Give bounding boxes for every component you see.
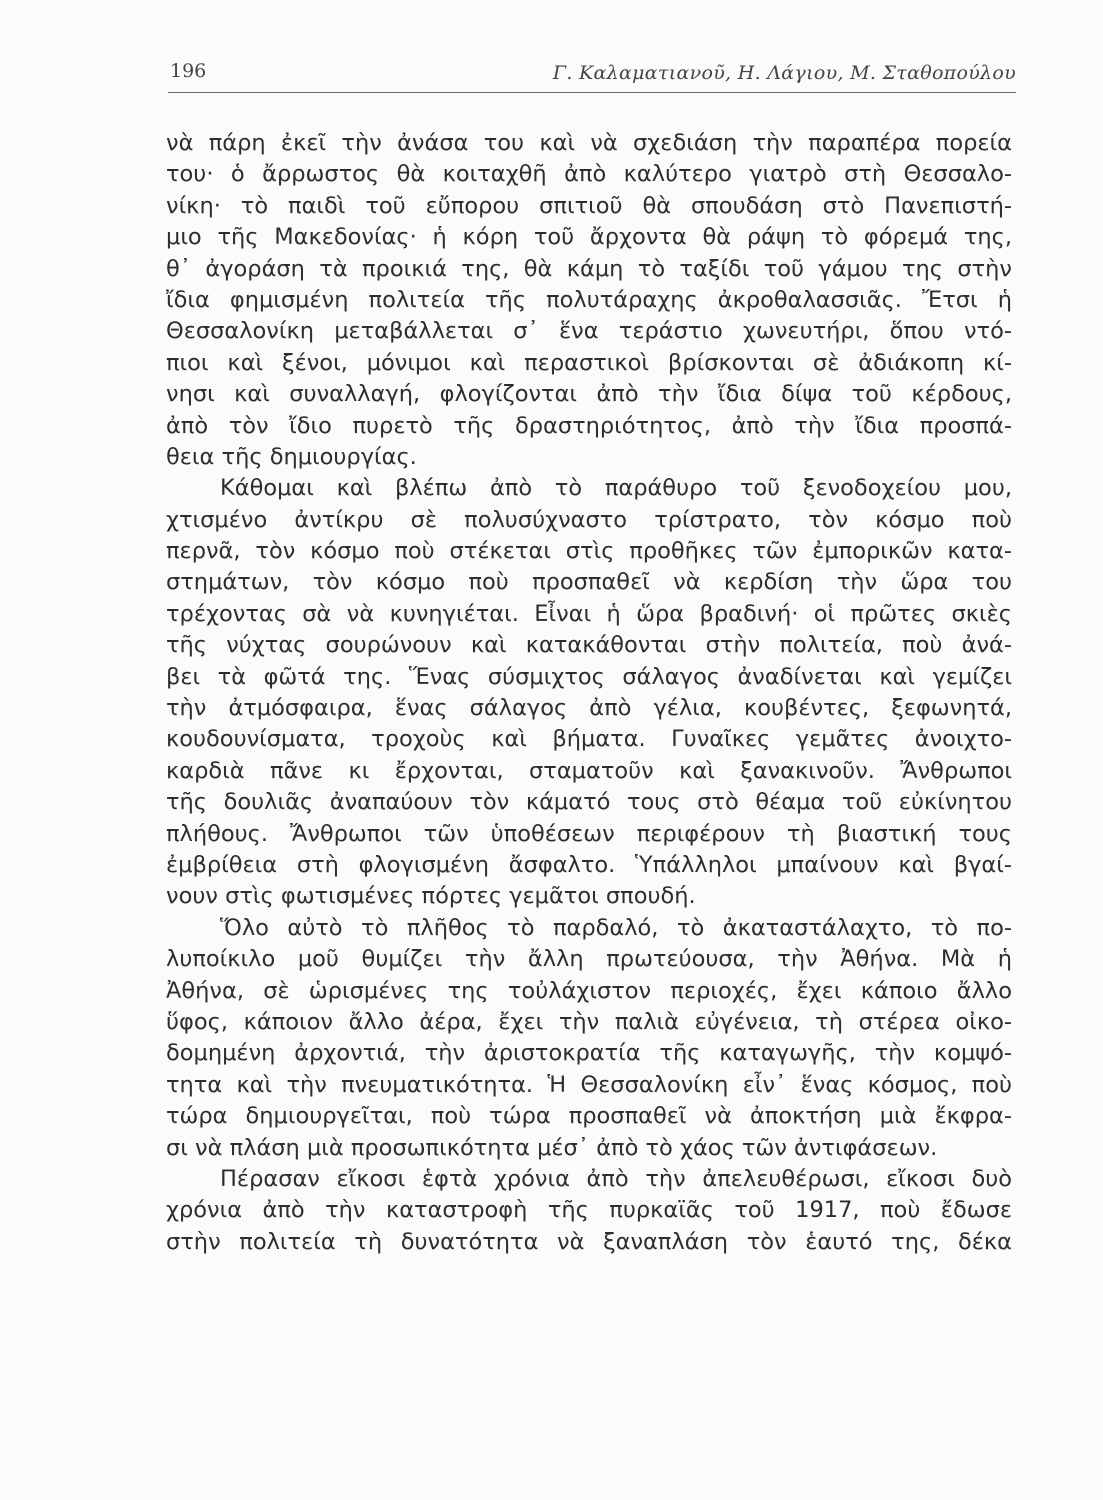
text-line: Ὅλο αὐτὸ τὸ πλῆθος τὸ παρδαλό, τὸ ἀκαταστάλαχτο, τὸ πο- — [220, 914, 1012, 941]
text-line: θεια τῆς δημιουργίας. — [166, 443, 417, 470]
text-line: Ἀθήνα, σὲ ὡρισμένες της τοὐλάχιστον περιοχές, ἔχει κάποιο ἄλλο — [166, 977, 1012, 1004]
text-line: μιο τῆς Μακεδονίας· ἡ κόρη τοῦ ἄρχοντα θὰ ράψη τὸ φόρεμά της, — [166, 224, 1012, 251]
text-line: νίκη· τὸ παιδὶ τοῦ εὔπορου σπιτιοῦ θὰ σπουδάση στὸ Πανεπιστή- — [166, 192, 1012, 219]
text-line: πιοι καὶ ξένοι, μόνιμοι καὶ περαστικοὶ βρίσκονται σὲ ἀδιάκοπη κί- — [166, 349, 1012, 376]
text-line: τῆς δουλιᾶς ἀναπαύουν τὸν κάματό τους στὸ θέαμα τοῦ εὐκίνητου — [166, 789, 1012, 816]
text-line: Κάθομαι καὶ βλέπω ἀπὸ τὸ παράθυρο τοῦ ξενοδοχείου μου, — [220, 475, 1012, 502]
page-number: 196 — [170, 60, 207, 82]
text-line: τῆς νύχτας σουρώνουν καὶ κατακάθονται στὴν πολιτεία, ποὺ ἀνά- — [166, 632, 1012, 659]
text-line: ἴδια φημισμένη πολιτεία τῆς πολυτάραχης ἀκροθαλασσιᾶς. Ἔτσι ἡ — [166, 286, 1012, 313]
text-line: νὰ πάρη ἐκεῖ τὴν ἀνάσα του καὶ νὰ σχεδιάση τὴν παραπέρα πορεία — [166, 130, 1012, 156]
body-text — [166, 128, 1012, 1258]
text-line: πλήθους. Ἄνθρωποι τῶν ὑποθέσεων περιφέρουν τὴ βιαστική τους — [166, 820, 1012, 847]
running-head-authors: Γ. Καλαματιανοῦ, Η. Λάγιου, Μ. Σταθοπούλου — [552, 62, 1016, 84]
text-line: Πέρασαν εἴκοσι ἑφτὰ χρόνια ἀπὸ τὴν ἀπελευθέρωσι, εἴκοσι δυὸ — [220, 1165, 1012, 1192]
text-line: Θεσσαλονίκη μεταβάλλεται σ᾽ ἕνα τεράστιο χωνευτήρι, ὅπου ντό- — [166, 318, 1012, 345]
running-head — [168, 58, 1016, 93]
text-line: θ᾽ ἀγοράση τὰ προικιά της, θὰ κάμη τὸ ταξίδι τοῦ γάμου της στὴν — [166, 255, 1012, 282]
text-line: κουδουνίσματα, τροχοὺς καὶ βήματα. Γυναῖκες γεμᾶτες ἀνοιχτο- — [166, 726, 1012, 753]
text-line: περνᾶ, τὸν κόσμο ποὺ στέκεται στὶς προθῆκες τῶν ἐμπορικῶν κατα- — [166, 538, 1012, 565]
text-line: στὴν πολιτεία τὴ δυνατότητα νὰ ξαναπλάση τὸν ἑαυτό της, δέκα — [166, 1228, 1012, 1255]
text-line: δομημένη ἀρχοντιά, τὴν ἀριστοκρατία τῆς καταγωγῆς, τὴν κομψό- — [166, 1040, 1012, 1067]
paragraph-3 — [166, 913, 1012, 1164]
text-line: νησι καὶ συναλλαγή, φλογίζονται ἀπὸ τὴν ἴδια δίψα τοῦ κέρδους, — [166, 381, 1012, 408]
paragraph-4 — [166, 1164, 1012, 1258]
text-line: ἀπὸ τὸν ἴδιο πυρετὸ τῆς δραστηριότητος, ἀπὸ τὴν ἴδια προσπά- — [166, 412, 1012, 439]
text-line: στημάτων, τὸν κόσμο ποὺ προσπαθεῖ νὰ κερδίση τὴν ὥρα του — [166, 569, 1012, 596]
text-line: χρόνια ἀπὸ τὴν καταστροφὴ τῆς πυρκαϊᾶς τοῦ 1917, ποὺ ἔδωσε — [166, 1197, 1012, 1224]
text-line: λυποίκιλο μοῦ θυμίζει τὴν ἄλλη πρωτεύουσα, τὴν Ἀθήνα. Μὰ ἡ — [166, 946, 1012, 973]
text-line: ἐμβρίθεια στὴ φλογισμένη ἄσφαλτο. Ὑπάλληλοι μπαίνουν καὶ βγαί- — [166, 851, 1012, 878]
text-line: τρέχοντας σὰ νὰ κυνηγιέται. Εἶναι ἡ ὥρα βραδινή· οἱ πρῶτες σκιὲς — [166, 600, 1012, 627]
text-line: καρδιὰ πᾶνε κι ἔρχονται, σταματοῦν καὶ ξανακινοῦν. Ἄνθρωποι — [166, 757, 1012, 784]
text-line: νουν στὶς φωτισμένες πόρτες γεμᾶτοι σπουδή. — [166, 883, 696, 910]
paragraph-2 — [166, 473, 1012, 912]
text-line: του· ὁ ἄρρωστος θὰ κοιταχθῆ ἀπὸ καλύτερο γιατρὸ στὴ Θεσσαλο- — [166, 161, 1012, 188]
text-line: τητα καὶ τὴν πνευματικότητα. Ἡ Θεσσαλονίκη εἶν᾽ ἕνας κόσμος, ποὺ — [166, 1071, 1012, 1098]
paragraph-1 — [166, 128, 1012, 473]
text-line: σι νὰ πλάση μιὰ προσωπικότητα μέσ᾽ ἀπὸ τὸ χάος τῶν ἀντιφάσεων. — [166, 1134, 938, 1161]
text-line: τώρα δημιουργεῖται, ποὺ τώρα προσπαθεῖ νὰ ἀποκτήση μιὰ ἔκφρα- — [166, 1103, 1012, 1130]
text-line: ὕφος, κάποιον ἄλλο ἀέρα, ἔχει τὴν παλιὰ εὐγένεια, τὴ στέρεα οἰκο- — [166, 1008, 1012, 1035]
text-line: τὴν ἀτμόσφαιρα, ἕνας σάλαγος ἀπὸ γέλια, κουβέντες, ξεφωνητά, — [166, 695, 1012, 722]
text-line: βει τὰ φῶτά της. Ἕνας σύσμιχτος σάλαγος ἀναδίνεται καὶ γεμίζει — [166, 663, 1012, 690]
text-line: χτισμένο ἀντίκρυ σὲ πολυσύχναστο τρίστρατο, τὸν κόσμο ποὺ — [166, 506, 1012, 533]
